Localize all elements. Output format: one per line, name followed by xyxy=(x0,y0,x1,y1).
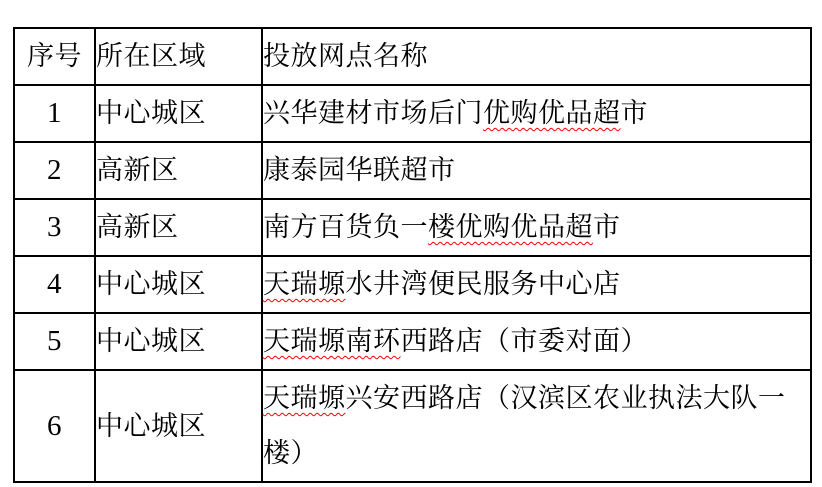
table-row xyxy=(14,199,811,256)
name-text: 南方百货负一 xyxy=(263,212,428,242)
cell-region: 中心城区 xyxy=(95,313,262,370)
name-text: 水井湾便民服务中心店 xyxy=(345,269,621,299)
name-text: 市 xyxy=(593,212,621,242)
table-row xyxy=(14,313,811,370)
column-header-region: 所在区域 xyxy=(95,28,262,85)
table-row xyxy=(14,85,811,142)
column-header-name: 投放网点名称 xyxy=(262,28,811,85)
cell-region: 中心城区 xyxy=(95,256,262,313)
cell-index: 1 xyxy=(14,85,95,142)
cell-region: 高新区 xyxy=(95,199,262,256)
name-text: 兴安西路店（汉滨区农业执法大队一楼） xyxy=(263,383,786,468)
cell-index: 3 xyxy=(14,199,95,256)
cell-index: 4 xyxy=(14,256,95,313)
cell-region: 高新区 xyxy=(95,142,262,199)
cell-name xyxy=(262,85,811,142)
cell-index: 2 xyxy=(14,142,95,199)
column-header-index: 序号 xyxy=(14,28,95,85)
table-row xyxy=(14,256,811,313)
spellcheck-marked-text: 天瑞塬 xyxy=(263,383,346,413)
name-text: 西路店（市委对面） xyxy=(400,326,648,356)
cell-region: 中心城区 xyxy=(95,370,262,482)
table-row xyxy=(14,142,811,199)
distribution-points-table xyxy=(13,27,812,483)
spellcheck-marked-text: 优购优品超 xyxy=(483,98,621,128)
name-text: 市 xyxy=(620,98,648,128)
cell-name xyxy=(262,142,811,199)
spellcheck-marked-text: 天瑞塬 xyxy=(263,269,346,299)
spellcheck-marked-text: 天瑞塬南环 xyxy=(263,326,401,356)
cell-name xyxy=(262,370,811,482)
cell-region: 中心城区 xyxy=(95,85,262,142)
table-header-row xyxy=(14,28,811,85)
name-text: 兴华建材市场后门 xyxy=(263,98,483,128)
table-row xyxy=(14,370,811,482)
spellcheck-marked-text: 楼优购优品超 xyxy=(428,212,593,242)
name-text: 康泰园华联超市 xyxy=(263,155,456,185)
cell-name xyxy=(262,256,811,313)
cell-index: 6 xyxy=(14,370,95,482)
cell-name xyxy=(262,313,811,370)
cell-name xyxy=(262,199,811,256)
cell-index: 5 xyxy=(14,313,95,370)
